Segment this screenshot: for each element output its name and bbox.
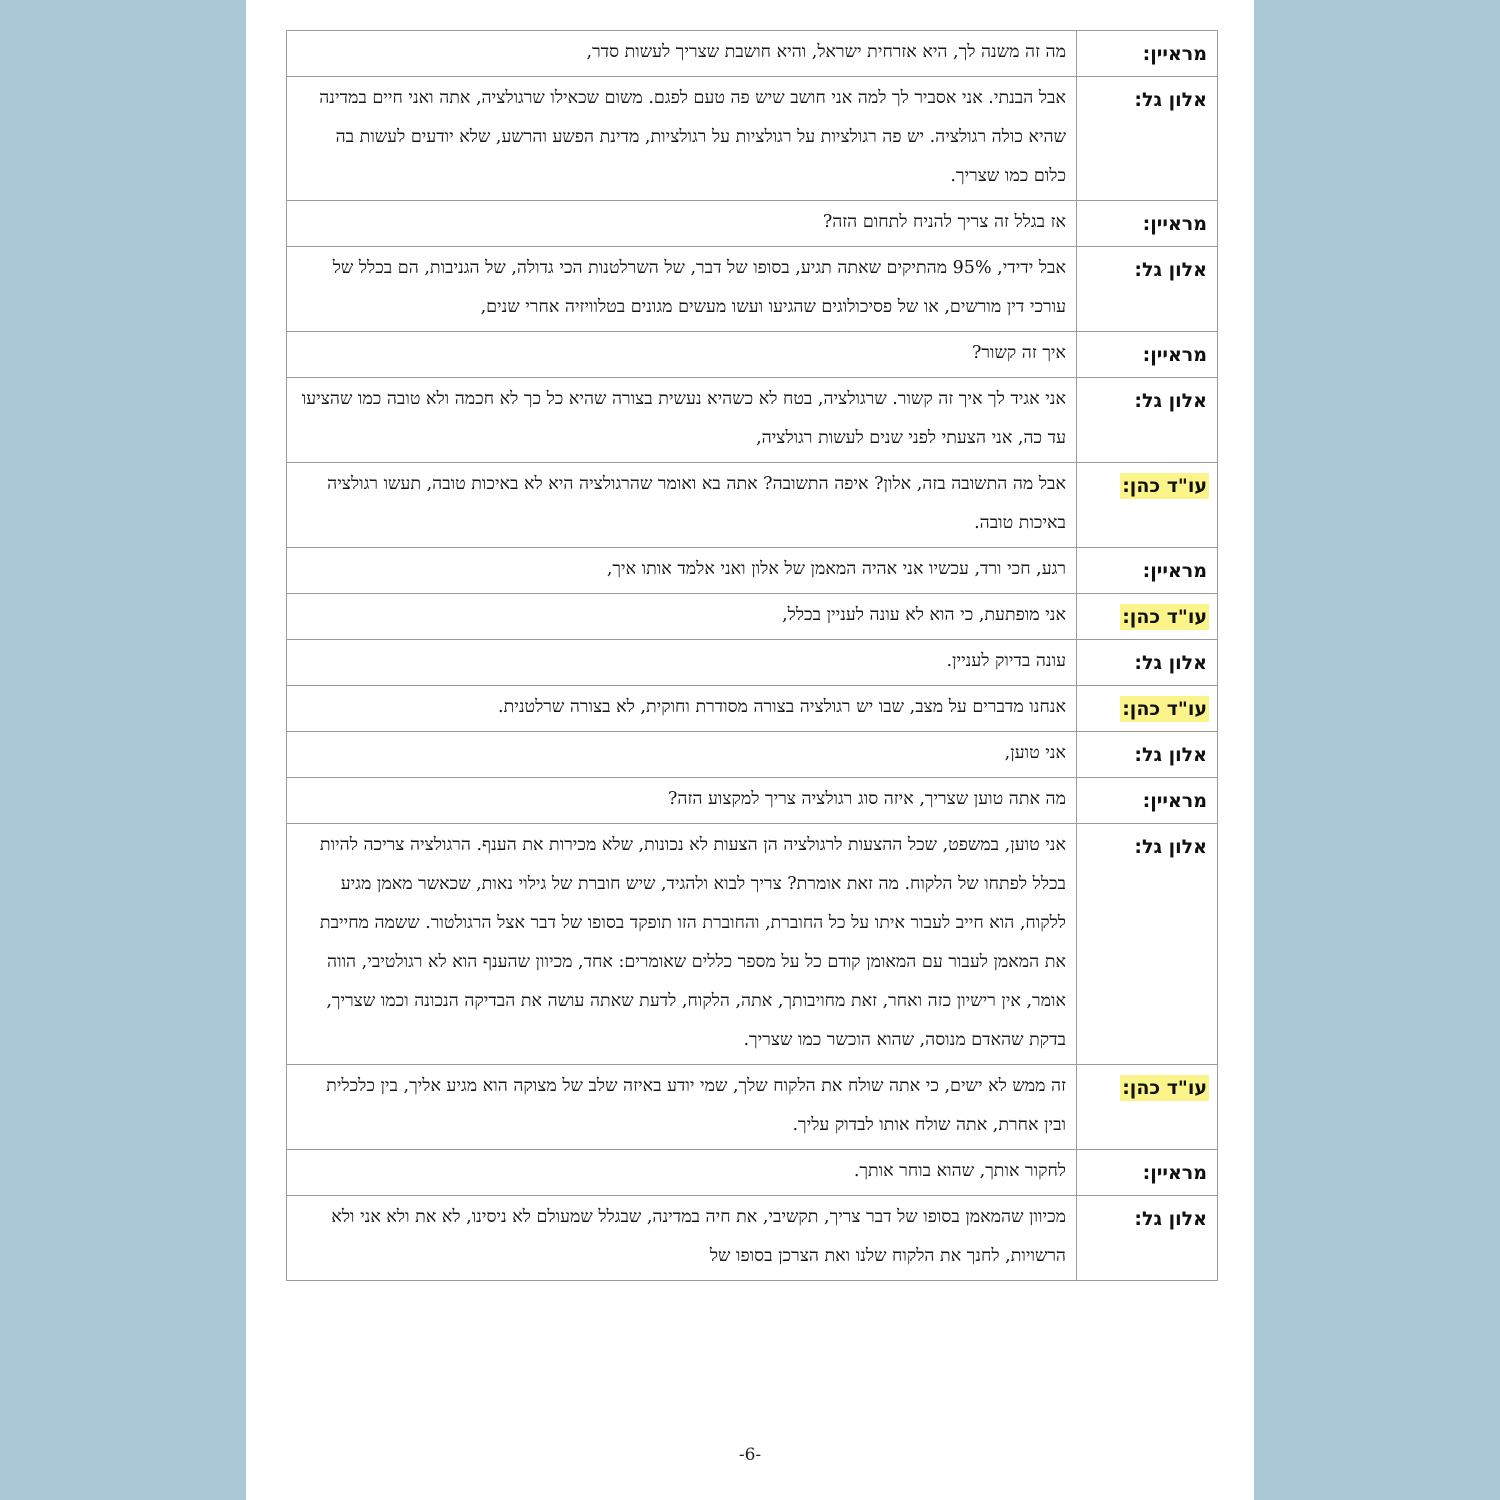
speaker-cell (1077, 247, 1218, 332)
table-row (287, 201, 1218, 247)
speech-cell (287, 463, 1077, 548)
table-row (287, 824, 1218, 1065)
table-row (287, 1196, 1218, 1281)
speech-cell (287, 332, 1077, 378)
table-row (287, 1065, 1218, 1150)
table-row (287, 732, 1218, 778)
speech-text: לחקור אותך, שהוא בוחר אותך. (853, 1161, 1066, 1181)
speech-text: אז בגלל זה צריך להניח לתחום הזה? (822, 212, 1066, 232)
speech-text: אנחנו מדברים על מצב, שבו יש רגולציה בצורה מסודרת וחוקית, לא בצורה שרלטנית. (498, 697, 1066, 717)
page-number: -6- (738, 1445, 762, 1465)
speech-cell (287, 732, 1077, 778)
speaker-label: אלון גל: (1134, 259, 1207, 281)
speech-cell (287, 31, 1077, 77)
speech-text: אני טוען, במשפט, שכל ההצעות לרגולציה הן הצעות לא נכונות, שלא מכירות את הענף. הרגולציה צריכה להיות בכלל לפתחו של הלקוח. מה זאת אומרת? צריך לבוא ולהגיד, שיש חוברת של גילוי נאות, שכאשר מאמן מגיע ללקוח, הוא חייב לעבור איתו על כל החוברת, והחוברת הזו תופקד בסופו של דבר אצל הרגולטור. ששמה מחייבת את המאמן לעבור עם המאומן קודם כל על מספר כללים שאומרים: אחד, מכיוון שהענף הוא לא רגולטיבי, הווה אומר, אין רישיון כזה ואחר, זאת מחויבותך, אתה, הלקוח, לדעת שאתה עושה את הבדיקה הנכונה וכמו שצריך, בדקת שהאדם מנוסה, שהוא הוכשר כמו שצריך. (319, 835, 1066, 1050)
speaker-cell (1077, 732, 1218, 778)
speech-cell (287, 247, 1077, 332)
speaker-label-highlighted: עו"ד כהן: (1122, 606, 1207, 628)
speech-cell (287, 77, 1077, 201)
speech-cell (287, 1150, 1077, 1196)
speaker-cell (1077, 378, 1218, 463)
speech-cell (287, 378, 1077, 463)
speaker-cell (1077, 824, 1218, 1065)
table-row (287, 378, 1218, 463)
speaker-label: אלון גל: (1134, 390, 1207, 412)
speaker-label: אלון גל: (1134, 744, 1207, 766)
table-row (287, 463, 1218, 548)
speaker-cell (1077, 201, 1218, 247)
speaker-cell (1077, 332, 1218, 378)
table-row (287, 247, 1218, 332)
speech-text: זה ממש לא ישים, כי אתה שולח את הלקוח שלך, שמי יודע באיזה שלב של מצוקה הוא מגיע אליך, בין כלכלית ובין אחרת, אתה שולח אותו לבדוק עליך. (326, 1076, 1066, 1135)
table-row (287, 1150, 1218, 1196)
speaker-label: מראיין: (1142, 1162, 1207, 1184)
speaker-label: אלון גל: (1134, 89, 1207, 111)
speech-cell (287, 1065, 1077, 1150)
speaker-label: אלון גל: (1134, 652, 1207, 674)
speaker-label-highlighted: עו"ד כהן: (1122, 475, 1207, 497)
speaker-label-highlighted: עו"ד כהן: (1122, 698, 1207, 720)
speaker-label: אלון גל: (1134, 1208, 1207, 1230)
speech-cell (287, 824, 1077, 1065)
speaker-cell (1077, 1065, 1218, 1150)
transcript-body (287, 31, 1218, 1281)
speech-text: אני טוען, (1004, 743, 1066, 763)
table-row (287, 686, 1218, 732)
table-row (287, 77, 1218, 201)
speaker-cell (1077, 548, 1218, 594)
speech-text: אני מופתעת, כי הוא לא עונה לעניין בכלל, (782, 605, 1066, 625)
speech-cell (287, 640, 1077, 686)
table-row (287, 31, 1218, 77)
speech-cell (287, 1196, 1077, 1281)
table-row (287, 332, 1218, 378)
speaker-label: מראיין: (1142, 560, 1207, 582)
speaker-cell (1077, 31, 1218, 77)
speech-cell (287, 201, 1077, 247)
speaker-cell (1077, 640, 1218, 686)
speech-cell (287, 548, 1077, 594)
speech-text: אבל ידידי, 95% מהתיקים שאתה תגיע, בסופו של דבר, של השרלטנות הכי גדולה, של הגניבות, הם בכלל של עורכי דין מורשים, או של פסיכולוגים שהגיעו ועשו מעשים מגונים בטלוויזיה אחרי שנים, (332, 258, 1066, 317)
transcript-table (286, 30, 1218, 1281)
speaker-label: מראיין: (1142, 790, 1207, 812)
speaker-cell (1077, 463, 1218, 548)
speech-cell (287, 594, 1077, 640)
speaker-label: אלון גל: (1134, 836, 1207, 858)
table-row (287, 594, 1218, 640)
speaker-cell (1077, 1150, 1218, 1196)
speaker-label: מראיין: (1142, 213, 1207, 235)
table-row (287, 778, 1218, 824)
speaker-cell (1077, 1196, 1218, 1281)
speech-cell (287, 778, 1077, 824)
speech-text: רגע, חכי ורד, עכשיו אני אהיה המאמן של אלון ואני אלמד אותו איך, (606, 559, 1066, 579)
speech-text: אבל מה התשובה בזה, אלון? איפה התשובה? אתה בא ואומר שהרגולציה היא לא באיכות טובה, תעשו רגולציה באיכות טובה. (327, 474, 1066, 533)
speaker-label: מראיין: (1142, 43, 1207, 65)
table-row (287, 640, 1218, 686)
speech-cell (287, 686, 1077, 732)
table-row (287, 548, 1218, 594)
speech-text: עונה בדיוק לעניין. (946, 651, 1066, 671)
speaker-cell (1077, 686, 1218, 732)
speaker-label-highlighted: עו"ד כהן: (1122, 1077, 1207, 1099)
speaker-cell (1077, 778, 1218, 824)
speech-text: אני אגיד לך איך זה קשור. שרגולציה, בטח לא כשהיא נעשית בצורה שהיא כל כך לא חכמה ולא טובה כמו שהציעו עד כה, אני הצעתי לפני שנים לעשות רגולציה, (301, 389, 1066, 448)
speech-text: איך זה קשור? (972, 343, 1066, 363)
speaker-cell (1077, 594, 1218, 640)
document-page (246, 0, 1254, 1500)
speech-text: מה אתה טוען שצריך, איזה סוג רגולציה צריך למקצוע הזה? (668, 789, 1066, 809)
speaker-label: מראיין: (1142, 344, 1207, 366)
speaker-cell (1077, 77, 1218, 201)
speech-text: מכיוון שהמאמן בסופו של דבר צריך, תקשיבי, את חיה במדינה, שבגלל שמעולם לא ניסינו, לא את ולא אני ולא הרשויות, לחנך את הלקוח שלנו ואת הצרכן בסופו של (331, 1207, 1066, 1266)
speech-text: אבל הבנתי. אני אסביר לך למה אני חושב שיש פה טעם לפגם. משום שכאילו שרגולציה, אתה ואני חיים במדינה שהיא כולה רגולציה. יש פה רגולציות על רגולציות על רגולציות, מדינת הפשע והרשע, שלא יודעים לעשות בה כלום כמו שצריך. (319, 88, 1066, 186)
speech-text: מה זה משנה לך, היא אזרחית ישראל, והיא חושבת שצריך לעשות סדר, (586, 42, 1066, 62)
